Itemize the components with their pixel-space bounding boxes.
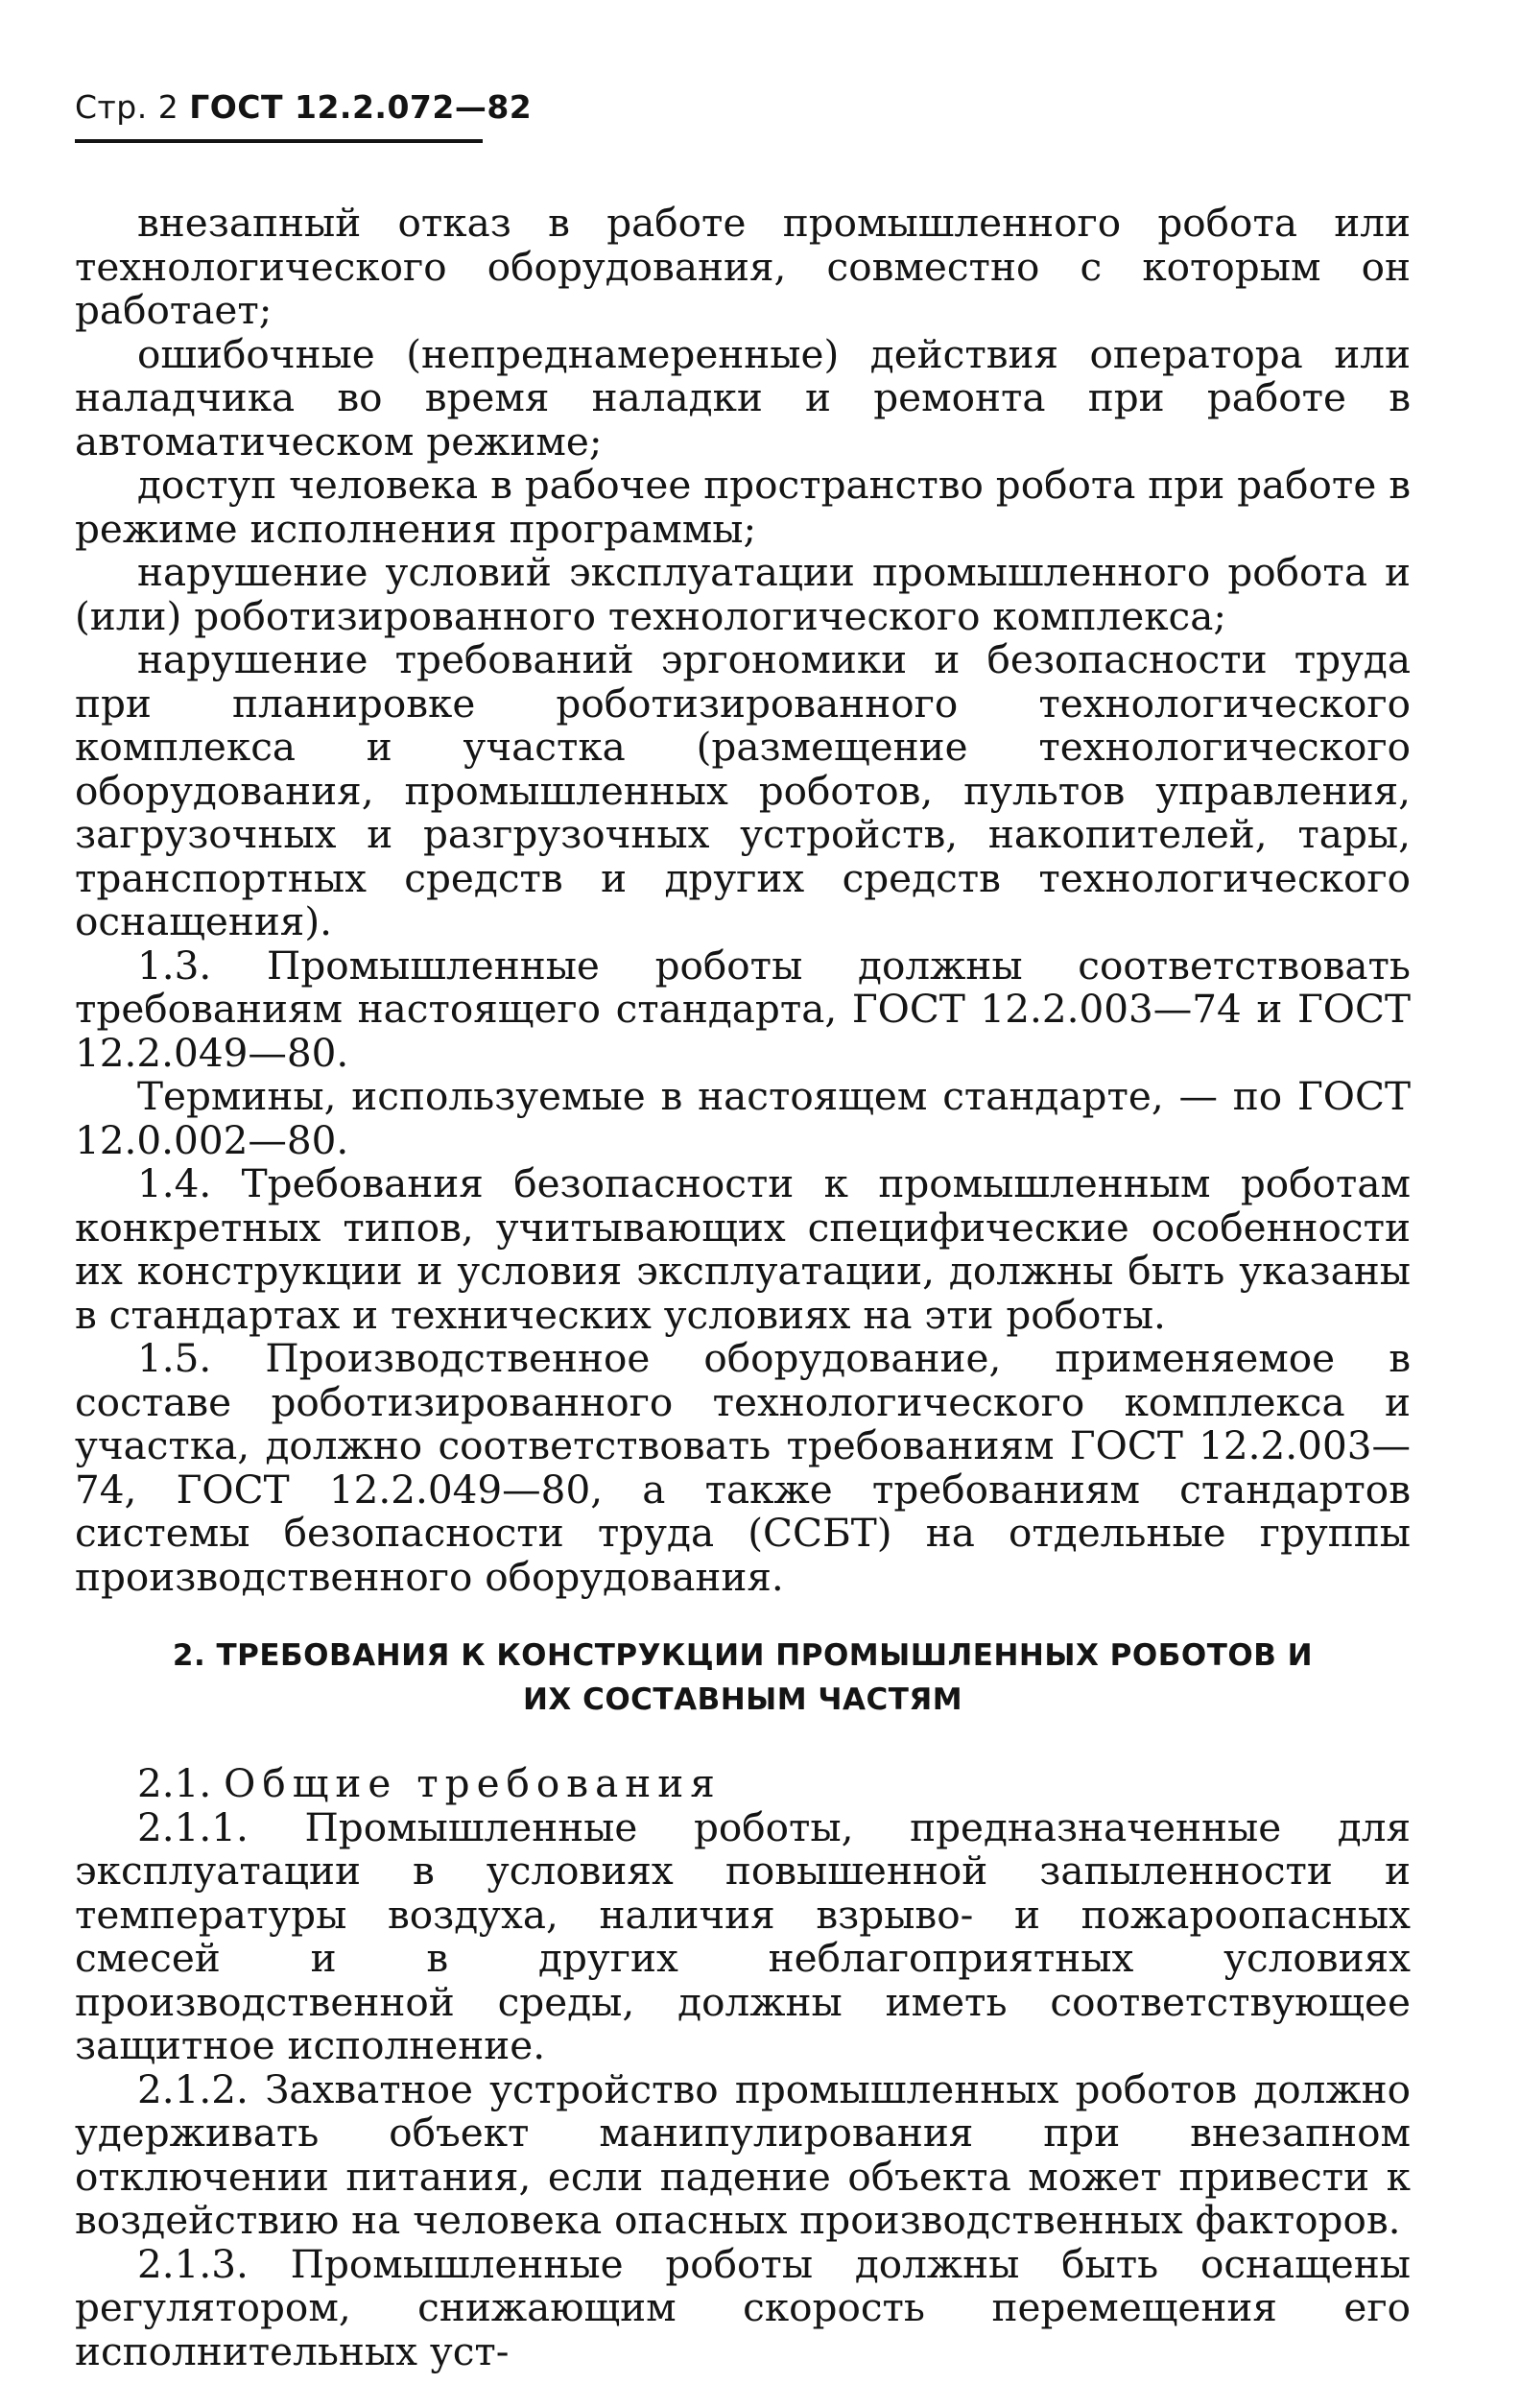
clause-2-1-2: 2.1.2. Захватное устройство промышленных роботов должно удерживать объект манипулирования при внезапном отключении питания, если падение объекта может привести к воздействию на человека опасных производственных факторов. <box>75 2065 1411 2243</box>
clause-1-4: 1.4. Требования безопасности к промышленным роботам конкретных типов, учитывающих специфические особенности их конструкции и условия эксплуатации, должны быть указаны в стандартах и технических условиях на эти роботы. <box>75 1160 1411 1338</box>
page-number: Стр. 2 <box>75 88 179 126</box>
standard-code: ГОСТ 12.2.072—82 <box>189 88 533 126</box>
section-title-line: ИХ СОСТАВНЫМ ЧАСТЯМ <box>522 1682 963 1717</box>
subsection-2-1-heading <box>75 1762 1411 1806</box>
page-header <box>75 88 532 126</box>
paragraph: нарушение требований эргономики и безопасности труда при планировке роботизированного технологического комплекса и участка (размещение технологического оборудования, промышленных роботов, пультов управления, загрузочных и разгрузочных устройств, накопителей, тары, транспортных средств и других средств технологического оснащения). <box>75 636 1411 944</box>
terms-paragraph: Термины, используемые в настоящем стандарте, — по ГОСТ 12.0.002—80. <box>75 1073 1411 1163</box>
subsection-number: 2.1. <box>137 1760 212 1806</box>
section-2-heading <box>75 1633 1411 1722</box>
clause-2-1-3: 2.1.3. Промышленные роботы должны быть оснащены регулятором, снижающим скорость перемещения его исполнительных уст- <box>75 2240 1411 2374</box>
paragraph: доступ человека в рабочее пространство робота при работе в режиме исполнения программы; <box>75 462 1411 552</box>
paragraph: ошибочные (непреднамеренные) действия оператора или наладчика во время наладки и ремонта при работе в автоматическом режиме; <box>75 330 1411 465</box>
subsection-title: Общие требования <box>224 1760 722 1806</box>
clause-1-5: 1.5. Производственное оборудование, применяемое в составе роботизированного технологического комплекса и участка, должно соответствовать требованиям ГОСТ 12.2.003—74, ГОСТ 12.2.049—80, а также требованиям стандартов системы безопасности труда (ССБТ) на отдельные группы производственного оборудования. <box>75 1335 1411 1600</box>
paragraph: нарушение условий эксплуатации промышленного робота и (или) роботизированного технологического комплекса; <box>75 549 1411 639</box>
paragraph: внезапный отказ в работе промышленного робота или технологического оборудования, совместно с которым он работает; <box>75 200 1411 333</box>
clause-1-3: 1.3. Промышленные роботы должны соответствовать требованиям настоящего стандарта, ГОСТ 12.2.003—74 и ГОСТ 12.2.049—80. <box>75 942 1411 1076</box>
document-body <box>75 202 1411 2373</box>
section-title-line: 2. ТРЕБОВАНИЯ К КОНСТРУКЦИИ ПРОМЫШЛЕННЫХ РОБОТОВ И <box>172 1638 1314 1673</box>
header-rule <box>75 139 483 143</box>
clause-2-1-1: 2.1.1. Промышленные роботы, предназначенные для эксплуатации в условиях повышенной запыленности и температуры воздуха, наличия взрыво- и пожароопасных смесей и в других неблагоприятных условиях производственной среды, должны иметь соответствующее защитное исполнение. <box>75 1803 1411 2068</box>
